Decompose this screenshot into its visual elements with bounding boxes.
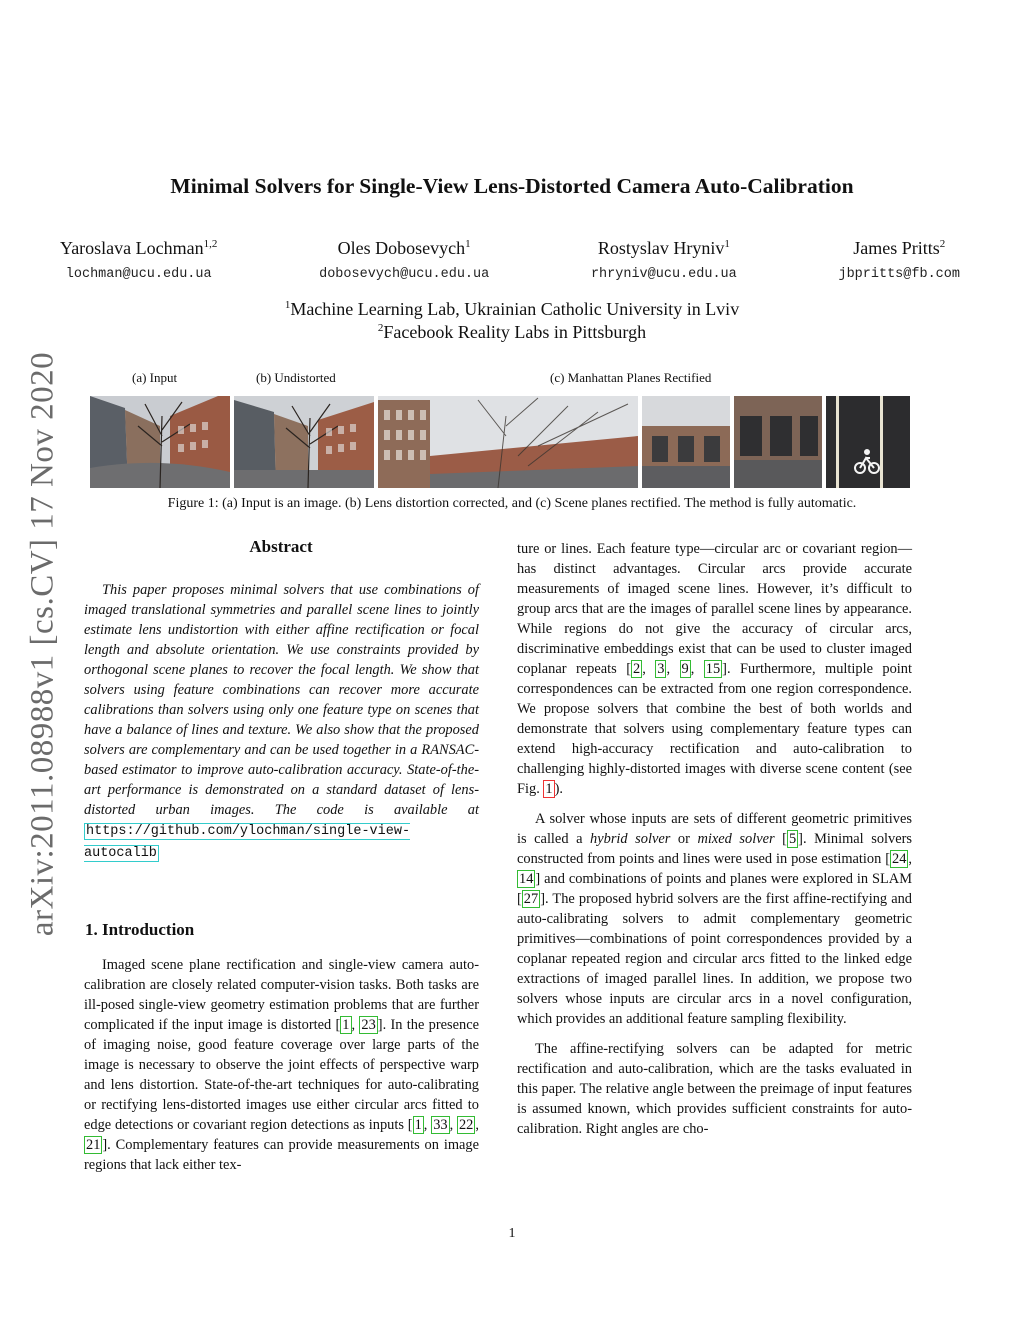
- citation-link[interactable]: 5: [788, 831, 797, 847]
- body-text: ] and combinations of points and planes were explored in SLAM [: [517, 871, 912, 907]
- intro-text: ]. In the presence of imaging noise, good feature coverage over large parts of the image is necessary to observe the joint effects of perspective warp and lens distortion. State-of-the-art techniques for auto-calibrating or rectifying lens-distorted images use either circular arcs fitted to edge detections or covariant region detections as inputs [: [84, 1017, 479, 1133]
- citation-link[interactable]: 14: [519, 871, 534, 887]
- author-name: Oles Dobosevych: [337, 238, 466, 258]
- right-column: ture or lines. Each feature type—circular arc or covariant region—has distinct advantages. Circular arcs provide accurate measurements of imaged scene lines. However, it’s difficult to group arcs that are the images of parallel scene lines by appearance. While regions do not give the accuracy of circular arcs, discriminative embeddings exist that can be used to cluster imaged coplanar repeats [ 2 , 3 , 9 , 15 ]. Furthermore, multiple point correspondences can be extracted from one region correspondence. We propose solvers that combine the best of both worlds and demonstrate that solvers using complementary feature types can extend high-accuracy rectification and auto-calibration to challenging highly-distorted images with diverse scene content (see Fig. 1 ). A solver whose inputs are sets of different geometric primitives is called a hybrid solver or mixed solver [ 5 ]. Minimal solvers constructed from points and lines were used in pose estimation [ 24 , 14 ] and combinations of points and planes were explored in SLAM [ 27 ]. The proposed hybrid solvers are the first affine-rectifying and auto-calibrating solvers to admit complementary geometric primitives—combinations of point correspondences provided by a coplanar repeated region and circular arcs fitted to the linked edge extractions of imaged parallel lines. In addition, we propose two solvers whose inputs are circular arcs in a novel configuration, which provides an additional feature sampling flexibility. The affine-rectifying solvers can be adapted for metric rectification and auto-calibration, which are the tasks evaluated in this paper. The relative angle between the preimage of input features is assumed known, which provides sufficient constraints for auto-calibration. Right angles are cho-: [517, 541, 913, 1137]
- intro-text: Imaged scene plane rectification and single-view camera auto-calibration are closely related computer-vision tasks. Both tasks are ill-posed single-view geometry estimation problems that are further complicated if the input image is distorted [: [84, 957, 479, 1033]
- body-text: A solver whose inputs are sets of different geometric primitives is called a: [517, 811, 912, 847]
- affiliation-sup: 1: [284, 299, 291, 311]
- author-affil-sup: 1,2: [203, 238, 218, 250]
- body-text: or: [670, 831, 698, 847]
- citation-link[interactable]: 23: [361, 1017, 376, 1033]
- intro-body: Imaged scene plane rectification and single-view camera auto-calibration are closely related computer-vision tasks. Both tasks are ill-posed single-view geometry estimation problems that are further complicated if the input image is distorted [ 1 , 23 ]. In the presence of imaging noise, good feature coverage over large parts of the image is necessary to observe the joint effects of perspective warp and lens distortion. State-of-the-art techniques for auto-calibrating or rectifying lens-distorted images use either circular arcs fitted to edge detections or covariant region detections as inputs [ 1 , 33 , 22 , 21 ]. Complementary features can provide measurements on image regions that lack either tex-: [84, 957, 479, 1173]
- citation-link[interactable]: 1: [414, 1117, 422, 1133]
- figure-label-a: (a) Input: [132, 370, 178, 385]
- arxiv-stamp: [12, 344, 74, 944]
- citation-link[interactable]: 3: [657, 661, 665, 677]
- author-3: [591, 238, 737, 282]
- figure-ref-link[interactable]: 1: [545, 781, 553, 797]
- affiliation-sup: 2: [377, 322, 384, 334]
- page-number: 1: [508, 1226, 516, 1241]
- body-text: [: [774, 831, 787, 847]
- body-text: ture or lines. Each feature type—circular arc or covariant region—has distinct advantages. Circular arcs provide accurate measurements of imaged scene lines. However, it’s difficult to group arcs that are the images of parallel scene lines by appearance. While regions do not give the accuracy of circular arcs, discriminative embeddings exist that can be used to cluster imaged coplanar repeats [: [517, 541, 912, 677]
- author-1: [60, 238, 217, 282]
- abstract-body: [84, 580, 479, 864]
- abstract-text: This paper proposes minimal solvers that use combinations of imaged translational symmetries and parallel scene lines to jointly estimate lens undistortion with either affine rectification or focal length and absolute orientation. We use constraints provided by orthogonal scene planes to recover the focal length. We show that solvers using feature combinations can recover more accurate calibrations than solvers using only one feature type on scenes that have a balance of lines and texture. We also show that the proposed solvers are complementary and can be used together in a RANSAC-based estimator to improve auto-calibration accuracy. State-of-the-art performance is demonstrated on a standard dataset of lens-distorted urban images. The code is available at: [84, 582, 479, 818]
- citation-link[interactable]: 9: [681, 661, 689, 677]
- author-email: lochman@ucu.edu.ua: [65, 267, 212, 282]
- body-text: ).: [554, 781, 563, 797]
- author-email: jbpritts@fb.com: [838, 267, 960, 282]
- abstract-heading: Abstract: [249, 537, 313, 556]
- author-email: rhryniv@ucu.edu.ua: [590, 267, 737, 282]
- author-email: dobosevych@ucu.edu.ua: [319, 267, 490, 282]
- code-link[interactable]: https://github.com/ylochman/single-view-autocalib: [84, 824, 411, 861]
- figure-caption: Figure 1: (a) Input is an image. (b) Lens distortion corrected, and (c) Scene planes rectified. The method is fully automatic.: [167, 496, 857, 511]
- citation-link[interactable]: 2: [632, 661, 641, 677]
- body-text: ]. The proposed hybrid solvers are the first affine-rectifying and auto-calibrating solvers to admit complementary geometric primitives—combinations of point correspondences provided by a coplanar repeated region and circular arcs fitted to the linked edge extractions of imaged parallel lines. In addition, we propose two solvers whose inputs are circular arcs in a novel configuration, which provides an additional feature sampling flexibility.: [517, 891, 912, 1027]
- author-affil-sup: 1: [465, 238, 471, 250]
- paper-title: Minimal Solvers for Single-View Lens-Distorted Camera Auto-Calibration: [170, 174, 854, 198]
- arxiv-stamp-text: arXiv:2011.08988v1 [cs.CV] 17 Nov 2020: [24, 351, 61, 937]
- rectified-facade-image: [642, 396, 730, 488]
- author-affil-sup: 2: [939, 238, 946, 250]
- rectified-road-image: [826, 396, 910, 488]
- term-mixed: mixed solver: [697, 831, 775, 847]
- citation-link[interactable]: 15: [705, 661, 721, 677]
- rectified-panorama-image: [378, 396, 638, 488]
- citation-link[interactable]: 27: [523, 891, 539, 907]
- figure-label-b: (b) Undistorted: [256, 370, 336, 385]
- citation-link[interactable]: 24: [892, 851, 907, 867]
- citation-link[interactable]: 22: [458, 1117, 474, 1133]
- term-hybrid: hybrid solver: [590, 831, 671, 847]
- author-list: [60, 238, 960, 282]
- undistorted-image: [234, 396, 374, 488]
- affiliation-2: [0, 322, 1024, 343]
- author-name: James Pritts: [853, 238, 940, 258]
- rectified-street-image: [734, 396, 822, 488]
- citation-link[interactable]: 21: [86, 1137, 101, 1153]
- input-image: [90, 396, 230, 488]
- figure-label-c: (c) Manhattan Planes Rectified: [550, 370, 712, 385]
- body-text: The affine-rectifying solvers can be adapted for metric rectification and auto-calibration, which are the tasks evaluated in this paper. The relative angle between the preimage of input features is assumed known, which provides sufficient constraints for auto-calibration. Right angles are cho-: [517, 1041, 912, 1137]
- intro-text: ]. Complementary features can provide measurements on image regions that lack either tex-: [84, 1137, 479, 1173]
- author-2: [319, 238, 489, 282]
- affiliation-text: Facebook Reality Labs in Pittsburgh: [383, 322, 647, 342]
- body-text: ]. Minimal solvers constructed from points and lines were used in pose estimation [: [517, 831, 913, 867]
- affiliation-1: [0, 299, 1024, 320]
- citation-link[interactable]: 1: [342, 1017, 350, 1033]
- intro-heading: 1. Introduction: [85, 920, 195, 939]
- author-4: [838, 238, 960, 282]
- author-affil-sup: 1: [724, 238, 730, 250]
- affiliation-text: Machine Learning Lab, Ukrainian Catholic University in Lviv: [290, 299, 740, 319]
- citation-link[interactable]: 33: [433, 1117, 448, 1133]
- figure-1: [90, 396, 910, 488]
- author-name: Rostyslav Hryniv: [597, 238, 725, 258]
- body-text: ]. Furthermore, multiple point correspondences can be extracted from one region correspondence. We propose solvers that combine the best of both worlds and demonstrate that solvers using complementary feature types can extend high-accuracy rectification and auto-calibration to challenging highly-distorted images with diverse scene content (see Fig.: [517, 661, 912, 797]
- author-name: Yaroslava Lochman: [60, 238, 204, 258]
